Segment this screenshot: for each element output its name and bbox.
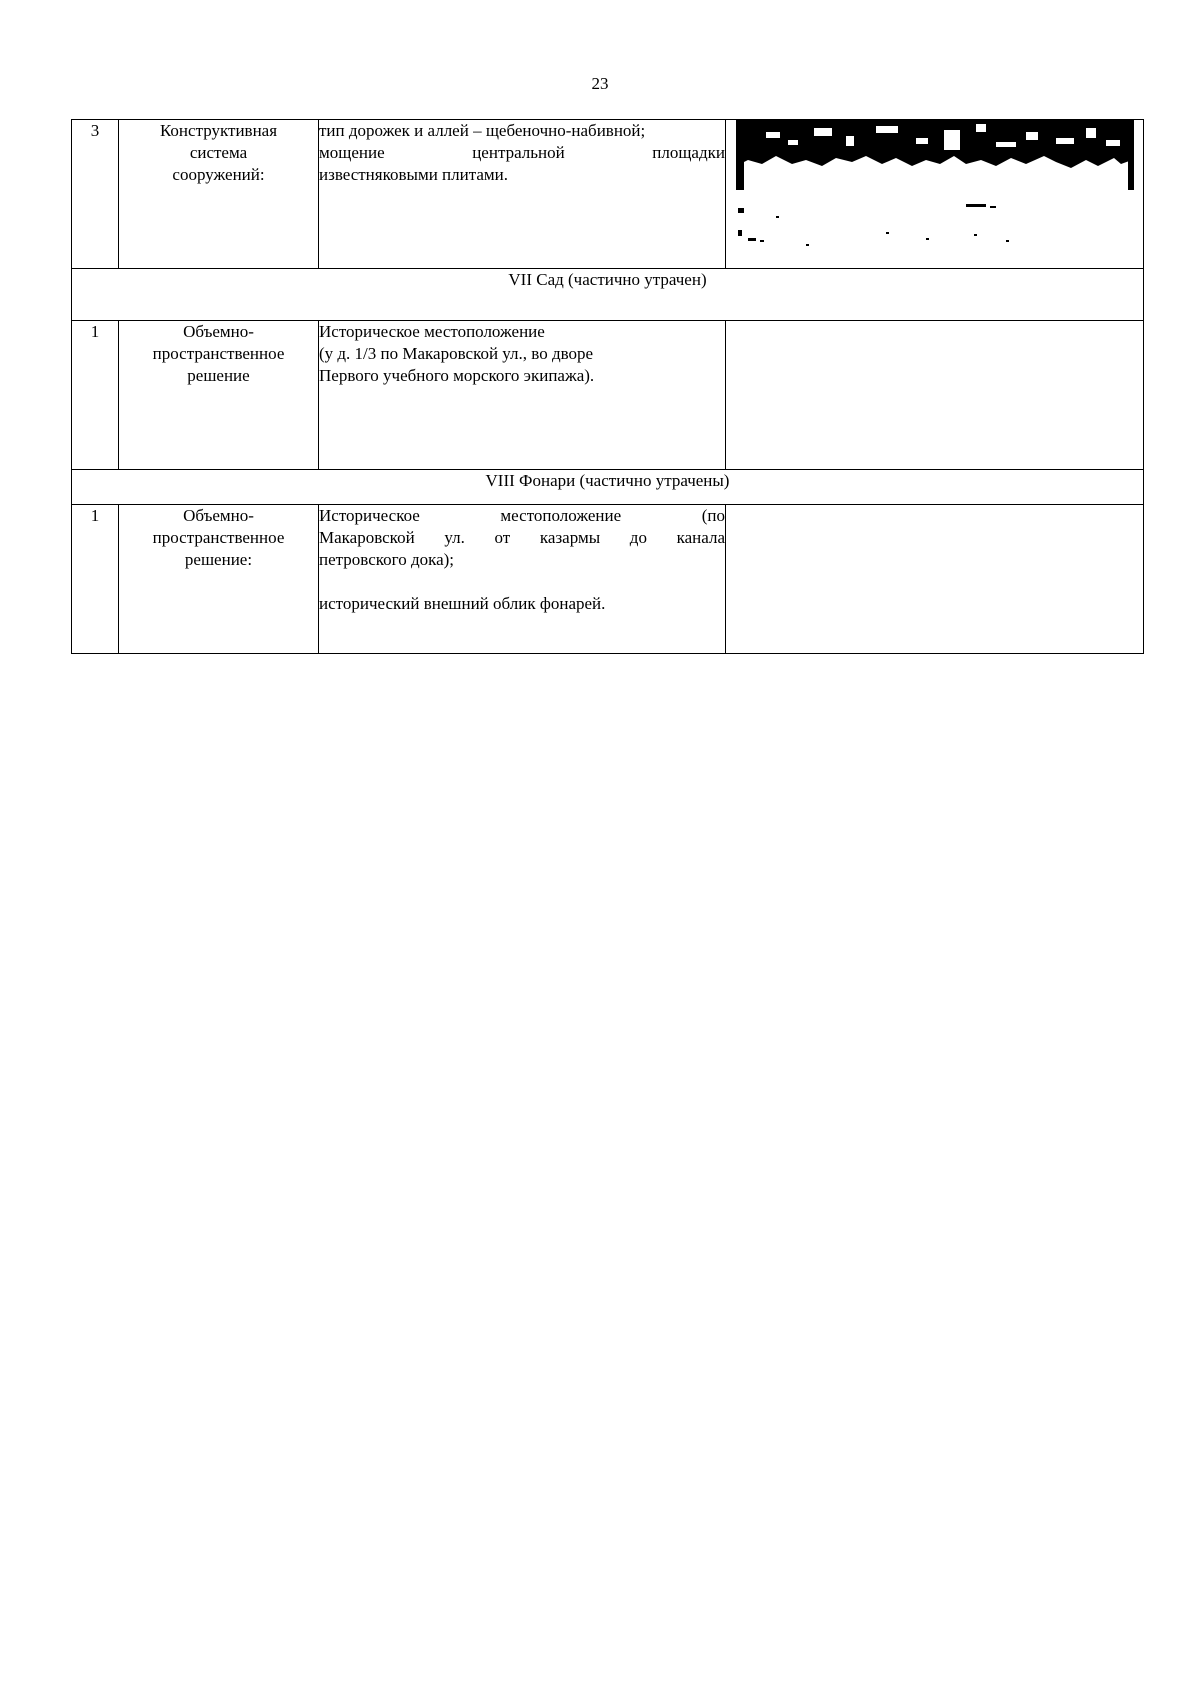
- section-title: VIII Фонари (частично утрачены): [72, 470, 1144, 505]
- garden-photo: [726, 120, 1143, 266]
- section-title: VII Сад (частично утрачен): [72, 269, 1144, 321]
- section-header-row: [72, 470, 1144, 505]
- paragraph-gap: [319, 571, 725, 593]
- row-photo-cell: [726, 120, 1144, 269]
- row-description-line: исторический внешний облик фонарей.: [319, 594, 606, 613]
- row-description-line: Историческое местоположение: [319, 322, 545, 341]
- table-row: [72, 120, 1144, 269]
- row-number: 3: [72, 120, 119, 269]
- row-name-line: система: [189, 143, 248, 162]
- row-description-line: Первого учебного морского экипажа).: [319, 366, 595, 385]
- row-name-line: пространственное: [152, 344, 285, 363]
- row-description-line: Макаровской ул. от казармы до канала: [319, 528, 725, 547]
- row-description-line: (у д. 1/3 по Макаровской ул., во дворе: [319, 344, 594, 363]
- row-description-line: Историческое местоположение (по: [319, 506, 725, 525]
- row-number: 1: [72, 505, 119, 654]
- row-description-line: мощение центральной площадки: [319, 143, 725, 162]
- row-name-line: Конструктивная: [159, 121, 278, 140]
- row-description-line: известняковыми плитами.: [319, 165, 509, 184]
- row-description-line: петровского дока);: [319, 550, 455, 569]
- row-name-line: решение: [187, 366, 250, 385]
- row-name: [119, 321, 319, 470]
- row-name-line: Объемно-: [183, 322, 254, 341]
- row-name: [119, 120, 319, 269]
- table-row: [72, 321, 1144, 470]
- row-name-line: сооружений:: [172, 165, 265, 184]
- row-description: [319, 505, 726, 654]
- table-row: [72, 505, 1144, 654]
- row-description: [319, 120, 726, 269]
- row-photo-cell: [726, 505, 1144, 654]
- row-name: [119, 505, 319, 654]
- protection-subject-table: [71, 119, 1144, 654]
- row-description-line: тип дорожек и аллей – щебеночно-набивной;: [319, 121, 646, 140]
- row-name-line: Объемно-: [183, 506, 254, 525]
- row-name-line: пространственное: [152, 528, 285, 547]
- section-header-row: [72, 269, 1144, 321]
- page-number: 23: [591, 74, 609, 93]
- row-description: [319, 321, 726, 470]
- row-photo-cell: [726, 321, 1144, 470]
- row-name-line: решение:: [184, 550, 253, 569]
- row-number: 1: [72, 321, 119, 470]
